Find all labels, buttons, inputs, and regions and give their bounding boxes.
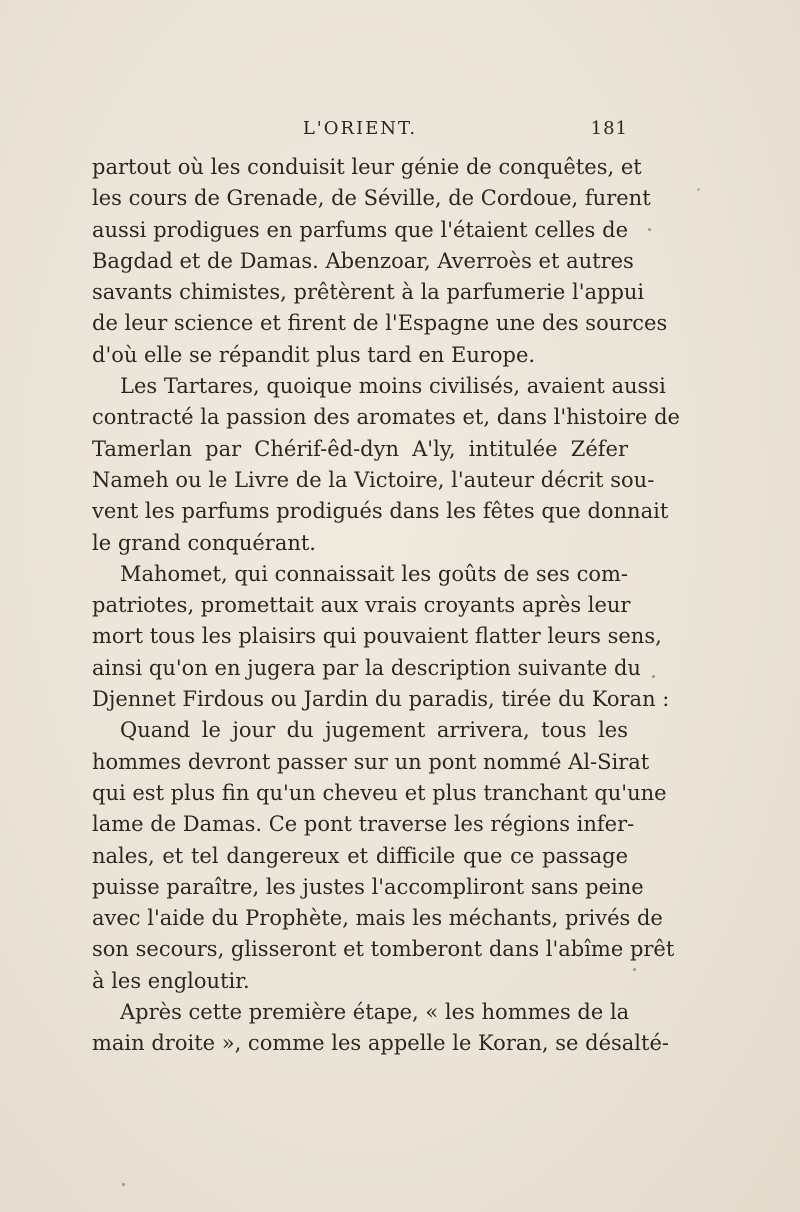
- text-line: Bagdad et de Damas. Abenzoar, Averroès et autres: [92, 248, 634, 273]
- text-line: lame de Damas. Ce pont traverse les régions infer-: [92, 812, 635, 837]
- text-line: mort tous les plaisirs qui pouvaient flatter leurs sens,: [92, 624, 662, 649]
- text-line: Les Tartares, quoique moins civilisés, avaient aussi: [120, 374, 666, 399]
- paper-speck: [122, 1183, 125, 1186]
- text-line: vent les parfums prodigués dans les fêtes que donnait: [92, 499, 669, 524]
- text-line: partout où les conduisit leur génie de conquêtes, et: [92, 155, 642, 179]
- text-line: Quand le jour du jugement arrivera, tous les: [120, 718, 628, 743]
- text-line: patriotes, promettait aux vrais croyants après leur: [92, 593, 631, 618]
- paper-speck: [648, 228, 651, 231]
- text-line: de leur science et firent de l'Espagne une des sources: [92, 311, 668, 336]
- text-line: puisse paraître, les justes l'accompliront sans peine: [92, 874, 644, 899]
- text-line: le grand conquérant.: [92, 530, 316, 555]
- text-line: ainsi qu'on en jugera par la description suivante du: [92, 655, 641, 680]
- text-line: savants chimistes, prêtèrent à la parfumerie l'appui: [92, 280, 645, 305]
- text-line: avec l'aide du Prophète, mais les méchants, privés de: [92, 906, 663, 931]
- text-line: Mahomet, qui connaissait les goûts de ses com-: [120, 561, 628, 586]
- text-line: main droite », comme les appelle le Koran, se désalté-: [92, 1031, 669, 1056]
- text-line: hommes devront passer sur un pont nommé Al-Sirat: [92, 749, 650, 774]
- page-header: [92, 118, 628, 144]
- text-line: Tamerlan par Chérif-êd-dyn A'ly, intitulée Zéfer: [92, 436, 628, 461]
- body-text: [92, 152, 680, 1060]
- text-line: Djennet Firdous ou Jardin du paradis, tirée du Koran :: [92, 687, 670, 712]
- page-number: 181: [590, 118, 628, 139]
- running-title: L'ORIENT.: [302, 118, 418, 139]
- paper-speck: [697, 188, 700, 191]
- text-line: aussi prodigues en parfums que l'étaient celles de: [92, 217, 628, 242]
- text-line: son secours, glisseront et tomberont dans l'abîme prêt: [92, 937, 675, 962]
- text-line: contracté la passion des aromates et, dans l'histoire de: [92, 405, 680, 430]
- text-line: Après cette première étape, « les hommes de la: [120, 1000, 630, 1025]
- text-line: les cours de Grenade, de Séville, de Cordoue, furent: [92, 186, 651, 211]
- text-line: nales, et tel dangereux et difficile que ce passage: [92, 843, 628, 868]
- text-line: qui est plus fin qu'un cheveu et plus tranchant qu'une: [92, 780, 667, 805]
- text-line: à les engloutir.: [92, 968, 250, 993]
- text-line: Nameh ou le Livre de la Victoire, l'auteur décrit sou-: [92, 467, 655, 492]
- text-line: d'où elle se répandit plus tard en Europe.: [92, 342, 536, 367]
- paper-speck: [633, 968, 636, 971]
- paper-speck: [652, 675, 655, 678]
